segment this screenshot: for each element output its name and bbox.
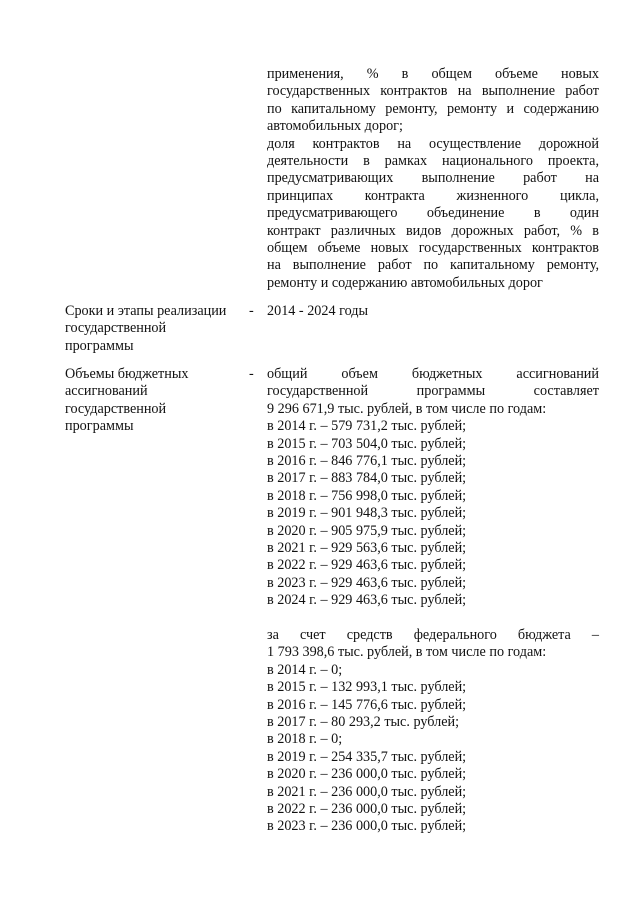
terms-label-line: программы (65, 337, 134, 354)
budget-label-line: Объемы бюджетных (65, 366, 189, 382)
budget-label-line: программы (65, 418, 134, 435)
budget-federal-text (267, 627, 599, 836)
text-line: принципах контракта жизненного цикла, (267, 187, 599, 204)
text-line: в 2021 г. – 236 000,0 тыс. рублей; (267, 783, 467, 800)
text-line: в 2019 г. – 254 335,7 тыс. рублей; (267, 748, 467, 765)
budget-label (65, 366, 245, 436)
text-line: в 2023 г. – 236 000,0 тыс. рублей; (267, 818, 467, 835)
text-line: автомобильных дорог; (267, 118, 403, 135)
text-line: в 2022 г. – 929 463,6 тыс. рублей; (267, 557, 467, 574)
text-line: в 2018 г. – 0; (267, 731, 343, 748)
text-line: в 2014 г. – 0; (267, 661, 343, 678)
text-line: в 2022 г. – 236 000,0 тыс. рублей; (267, 800, 467, 817)
text-line: по капитальному ремонту, ремонту и содержанию (267, 100, 599, 117)
text-line: в 2014 г. – 579 731,2 тыс. рублей; (267, 418, 467, 435)
text-line: за счет средств федерального бюджета – (267, 627, 599, 643)
text-line: на выполнение работ по капитальному ремонту, (267, 257, 599, 274)
terms-label-line: Сроки и этапы реализации (65, 303, 227, 319)
text-line: контракт различных видов дорожных работ, % в (267, 222, 599, 239)
text-line: в 2017 г. – 80 293,2 тыс. рублей; (267, 713, 460, 730)
terms-value (267, 303, 599, 320)
text-line: в 2015 г. – 703 504,0 тыс. рублей; (267, 435, 467, 452)
text-line: ремонту и содержанию автомобильных дорог (267, 274, 543, 291)
text-line: в 2016 г. – 145 776,6 тыс. рублей; (267, 696, 467, 713)
text-line: применения, % в общем объеме новых (267, 66, 599, 82)
text-line: в 2016 г. – 846 776,1 тыс. рублей; (267, 452, 467, 469)
text-line: предусматривающего объединение в один (267, 205, 599, 222)
text-line: в 2020 г. – 905 975,9 тыс. рублей; (267, 522, 467, 539)
terms-label (65, 303, 245, 355)
budget-total-text (267, 366, 599, 609)
text-line: в 2017 г. – 883 784,0 тыс. рублей; (267, 470, 467, 487)
text-line: 1 793 398,6 тыс. рублей, в том числе по годам: (267, 644, 547, 661)
indicators-continuation-text (267, 66, 599, 292)
budget-dash: - (249, 366, 254, 382)
text-line: в 2018 г. – 756 998,0 тыс. рублей; (267, 487, 467, 504)
text-line: общий объем бюджетных ассигнований (267, 366, 599, 382)
text-line: общем объеме новых государственных контрактов (267, 239, 599, 256)
text-line: предусматривающих выполнение работ на (267, 170, 599, 187)
text-line: доля контрактов на осуществление дорожной (267, 135, 599, 152)
terms-dash: - (249, 303, 254, 319)
text-line: в 2021 г. – 929 563,6 тыс. рублей; (267, 539, 467, 556)
text-line: в 2020 г. – 236 000,0 тыс. рублей; (267, 766, 467, 783)
text-line: в 2015 г. – 132 993,1 тыс. рублей; (267, 679, 467, 696)
text-line: в 2019 г. – 901 948,3 тыс. рублей; (267, 505, 467, 522)
terms-value-text: 2014 - 2024 годы (267, 303, 369, 319)
text-line: государственной программы составляет (267, 383, 599, 400)
terms-label-line: государственной (65, 320, 167, 337)
text-line: в 2023 г. – 929 463,6 тыс. рублей; (267, 574, 467, 591)
text-line: государственных контрактов на выполнение работ (267, 83, 599, 100)
text-line: в 2024 г. – 929 463,6 тыс. рублей; (267, 592, 467, 609)
budget-label-line: государственной (65, 400, 167, 417)
text-line: деятельности в рамках национального проекта, (267, 152, 599, 169)
text-line: 9 296 671,9 тыс. рублей, в том числе по годам: (267, 400, 547, 417)
budget-label-line: ассигнований (65, 383, 148, 400)
